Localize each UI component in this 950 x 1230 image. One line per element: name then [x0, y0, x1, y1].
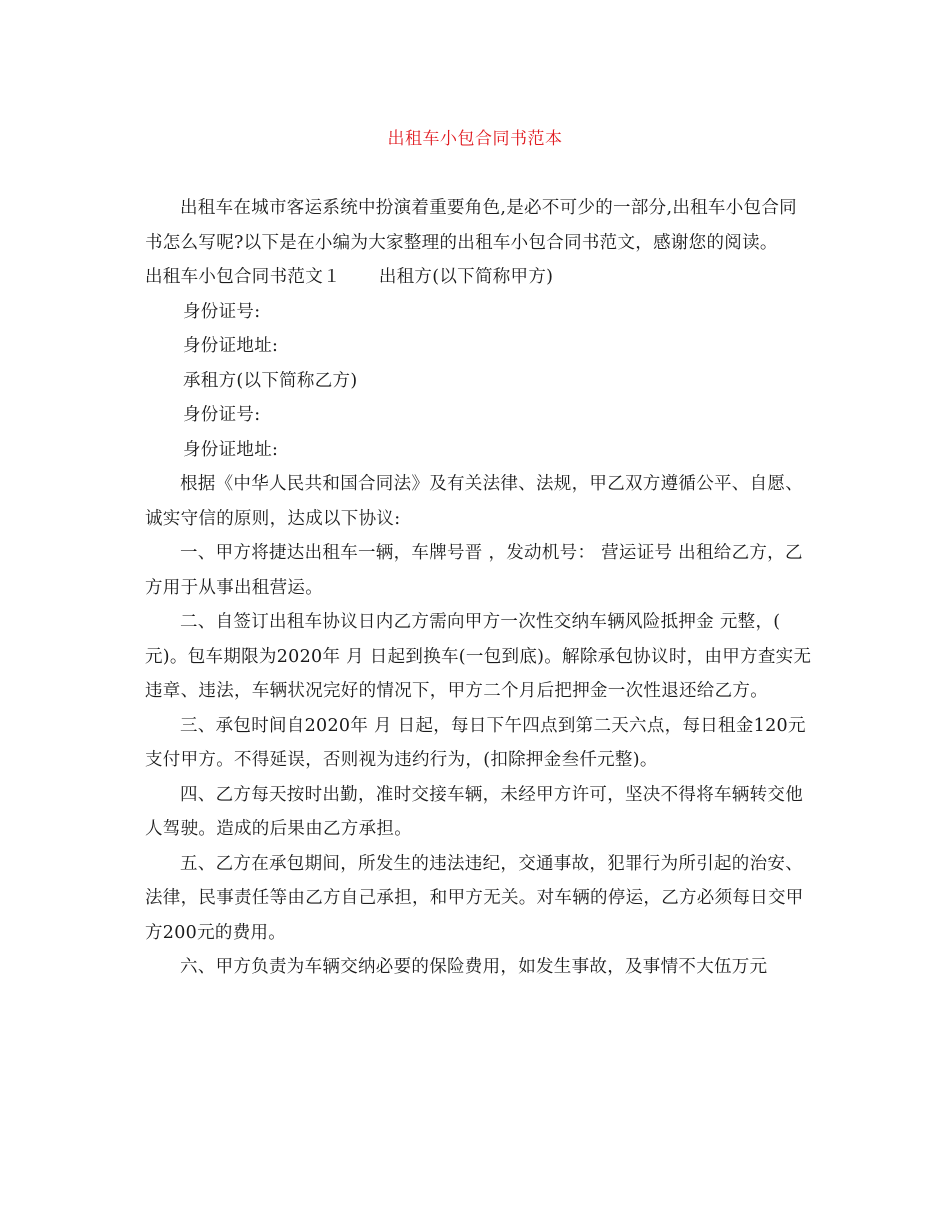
clause-3: 三、承包时间自2020年 月 日起，每日下午四点到第二天六点，每日租金120元支付甲方。不得延误，否则视为违约行为，(扣除押金叁仟元整)。 — [145, 715, 806, 770]
clause-1: 一、甲方将捷达出租车一辆，车牌号晋 ，发动机号： 营运证号 出租给乙方，乙方用于从事出租营运。 — [145, 543, 803, 598]
clause-5: 五、乙方在承包期间，所发生的违法违纪，交通事故，犯罪行为所引起的治安、法律，民事责任等由乙方自己承担，和甲方无关。对车辆的停运，乙方必须每日交甲方200元的费用。 — [145, 853, 804, 943]
document-body — [145, 191, 813, 985]
lessor-id-address: 身份证地址: — [183, 336, 279, 356]
intro-paragraph: 出租车在城市客运系统中扮演着重要角色,是必不可少的一部分,出租车小包合同书怎么写呢?以下是在小编为大家整理的出租车小包合同书范文，感谢您的阅读。 — [145, 198, 797, 253]
clause-2: 二、自签订出租车协议日内乙方需向甲方一次性交纳车辆风险抵押金 元整，( 元)。包车期限为2020年 月 日起到换车(一包到底)。解除承包协议时，由甲方查实无违章、违法，车辆状况完好的情况下，甲方二个月后把押金一次性退还给乙方。 — [145, 612, 812, 701]
lessee-label: 承租方(以下简称乙方) — [183, 370, 358, 391]
preamble-paragraph: 根据《中华人民共和国合同法》及有关法律、法规，甲乙双方遵循公平、自愿、诚实守信的原则，达成以下协议: — [145, 474, 803, 529]
lessor-id-number: 身份证号: — [183, 301, 261, 322]
sample-heading-line — [145, 260, 813, 295]
document-title: 出租车小包合同书范本 — [387, 129, 563, 149]
sample-heading: 出租车小包合同书范文１ — [145, 267, 341, 287]
clause-4: 四、乙方每天按时出勤，准时交接车辆，未经甲方许可，坚决不得将车辆转交他人驾驶。造成的后果由乙方承担。 — [145, 784, 803, 839]
lessee-id-number: 身份证号: — [183, 405, 261, 425]
clause-6: 六、甲方负责为车辆交纳必要的保险费用，如发生事故，及事情不大伍万元 — [180, 957, 768, 977]
lessee-id-address: 身份证地址: — [183, 439, 279, 460]
lessor-label: 出租方(以下简称甲方) — [378, 267, 554, 287]
